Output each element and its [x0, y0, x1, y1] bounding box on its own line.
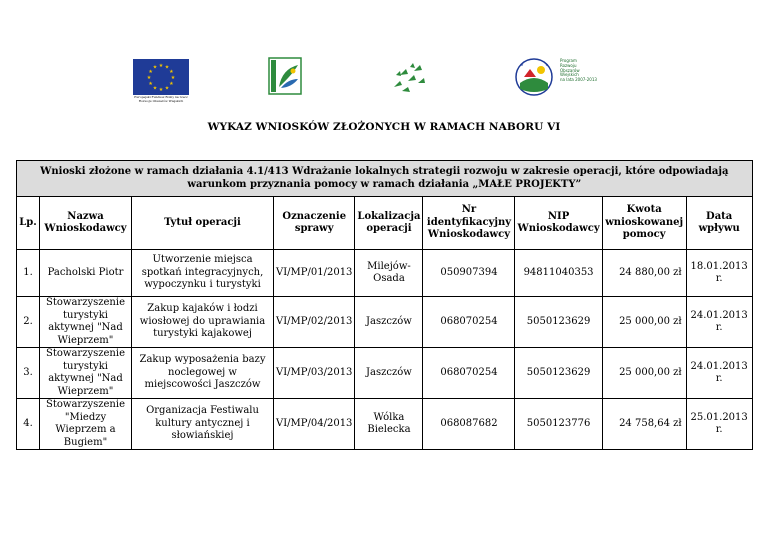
cell-nip: 5050123629: [515, 348, 602, 399]
prow-logo: [514, 57, 554, 97]
table-caption: Wnioski złożone w ramach działania 4.1/413 Wdrażanie lokalnych strategii rozwoju w zakresie operacji, które odpowiadają warunkom przyznania pomocy w ramach działania „MAŁE PROJEKTY”: [17, 161, 753, 197]
header-tytul: Tytuł operacji: [132, 197, 274, 250]
cell-kwota: 25 000,00 zł: [602, 297, 686, 348]
cell-kwota: 24 758,64 zł: [602, 399, 686, 450]
header-oznaczenie: Oznaczenie sprawy: [274, 197, 355, 250]
cell-nazwa: Stowarzyszenie "Miedzy Wieprzem a Bugiem": [40, 399, 132, 450]
header-lokalizacja: Lokalizacja operacji: [355, 197, 423, 250]
svg-text:★: ★: [148, 81, 153, 87]
cell-data: 18.01.2013 r.: [686, 250, 752, 297]
svg-text:★: ★: [152, 64, 158, 71]
cell-nazwa: Stowarzyszenie turystyki aktywnej "Nad Wieprzem": [40, 297, 132, 348]
cell-oznaczenie: VI/MP/04/2013: [274, 399, 355, 450]
table-caption-row: [17, 161, 753, 197]
cell-kwota: 25 000,00 zł: [602, 348, 686, 399]
header-kwota: Kwota wnioskowanej pomocy: [602, 197, 686, 250]
eu-caption: Europejski Fundusz Rolny na rzecz Rozwoju Obszarów Wiejskich: [134, 95, 188, 103]
svg-text:★: ★: [169, 69, 174, 75]
svg-text:★: ★: [164, 85, 170, 92]
cell-nr: 068070254: [423, 348, 515, 399]
svg-text:★: ★: [164, 64, 170, 71]
svg-text:★: ★: [148, 69, 153, 75]
svg-text:★: ★: [146, 75, 152, 81]
applications-table: [16, 160, 753, 450]
header-data: Data wpływu: [686, 197, 752, 250]
eu-flag-logo: [133, 59, 189, 95]
cell-oznaczenie: VI/MP/01/2013: [274, 250, 355, 297]
cell-nip: 5050123629: [515, 297, 602, 348]
lgd-logo: [388, 61, 430, 97]
cell-tytul: Zakup kajaków i łodzi wiosłowej do uprawiania turystyki kajakowej: [132, 297, 274, 348]
header-nazwa: Nazwa Wnioskodawcy: [40, 197, 132, 250]
cell-nip: 5050123776: [515, 399, 602, 450]
cell-oznaczenie: VI/MP/02/2013: [274, 297, 355, 348]
table-row: [17, 399, 753, 450]
cell-lp: 1.: [17, 250, 40, 297]
cell-nr: 068087682: [423, 399, 515, 450]
table-row: [17, 297, 753, 348]
prow-caption: Program Rozwoju Obszarów Wiejskich na lata 2007-2013: [560, 58, 597, 83]
cell-lokalizacja: Jaszczów: [355, 297, 423, 348]
svg-text:★: ★: [545, 62, 549, 67]
table-row: [17, 250, 753, 297]
cell-lokalizacja: Milejów-Osada: [355, 250, 423, 297]
svg-text:★: ★: [520, 62, 524, 67]
header-nip: NIP Wnioskodawcy: [515, 197, 602, 250]
page-title: WYKAZ WNIOSKÓW ZŁOŻONYCH W RAMACH NABORU VI: [207, 121, 561, 133]
cell-lp: 3.: [17, 348, 40, 399]
header-nr: Nr identyfikacyjny Wnioskodawcy: [423, 197, 515, 250]
column-header-row: [17, 197, 753, 250]
cell-kwota: 24 880,00 zł: [602, 250, 686, 297]
cell-lp: 4.: [17, 399, 40, 450]
cell-nazwa: Stowarzyszenie turystyki aktywnej "Nad Wieprzem": [40, 348, 132, 399]
table-row: [17, 348, 753, 399]
cell-nr: 068070254: [423, 297, 515, 348]
cell-data: 24.01.2013 r.: [686, 348, 752, 399]
cell-lp: 2.: [17, 297, 40, 348]
cell-data: 24.01.2013 r.: [686, 297, 752, 348]
leader-logo: [268, 57, 302, 95]
svg-text:★: ★: [170, 75, 176, 81]
logo-bar: [0, 55, 768, 105]
header-lp: Lp.: [17, 197, 40, 250]
cell-lokalizacja: Jaszczów: [355, 348, 423, 399]
cell-oznaczenie: VI/MP/03/2013: [274, 348, 355, 399]
cell-nr: 050907394: [423, 250, 515, 297]
cell-tytul: Utworzenie miejsca spotkań integracyjnych, wypoczynku i turystyki: [132, 250, 274, 297]
svg-text:★: ★: [158, 87, 164, 93]
cell-nip: 94811040353: [515, 250, 602, 297]
cell-tytul: Zakup wyposażenia bazy noclegowej w miejscowości Jaszczów: [132, 348, 274, 399]
cell-lokalizacja: Wólka Bielecka: [355, 399, 423, 450]
cell-data: 25.01.2013 r.: [686, 399, 752, 450]
svg-text:★: ★: [152, 85, 158, 92]
cell-nazwa: Pacholski Piotr: [40, 250, 132, 297]
svg-text:★: ★: [158, 63, 164, 69]
cell-tytul: Organizacja Festiwalu kultury antycznej i słowiańskiej: [132, 399, 274, 450]
svg-text:★: ★: [169, 81, 174, 87]
